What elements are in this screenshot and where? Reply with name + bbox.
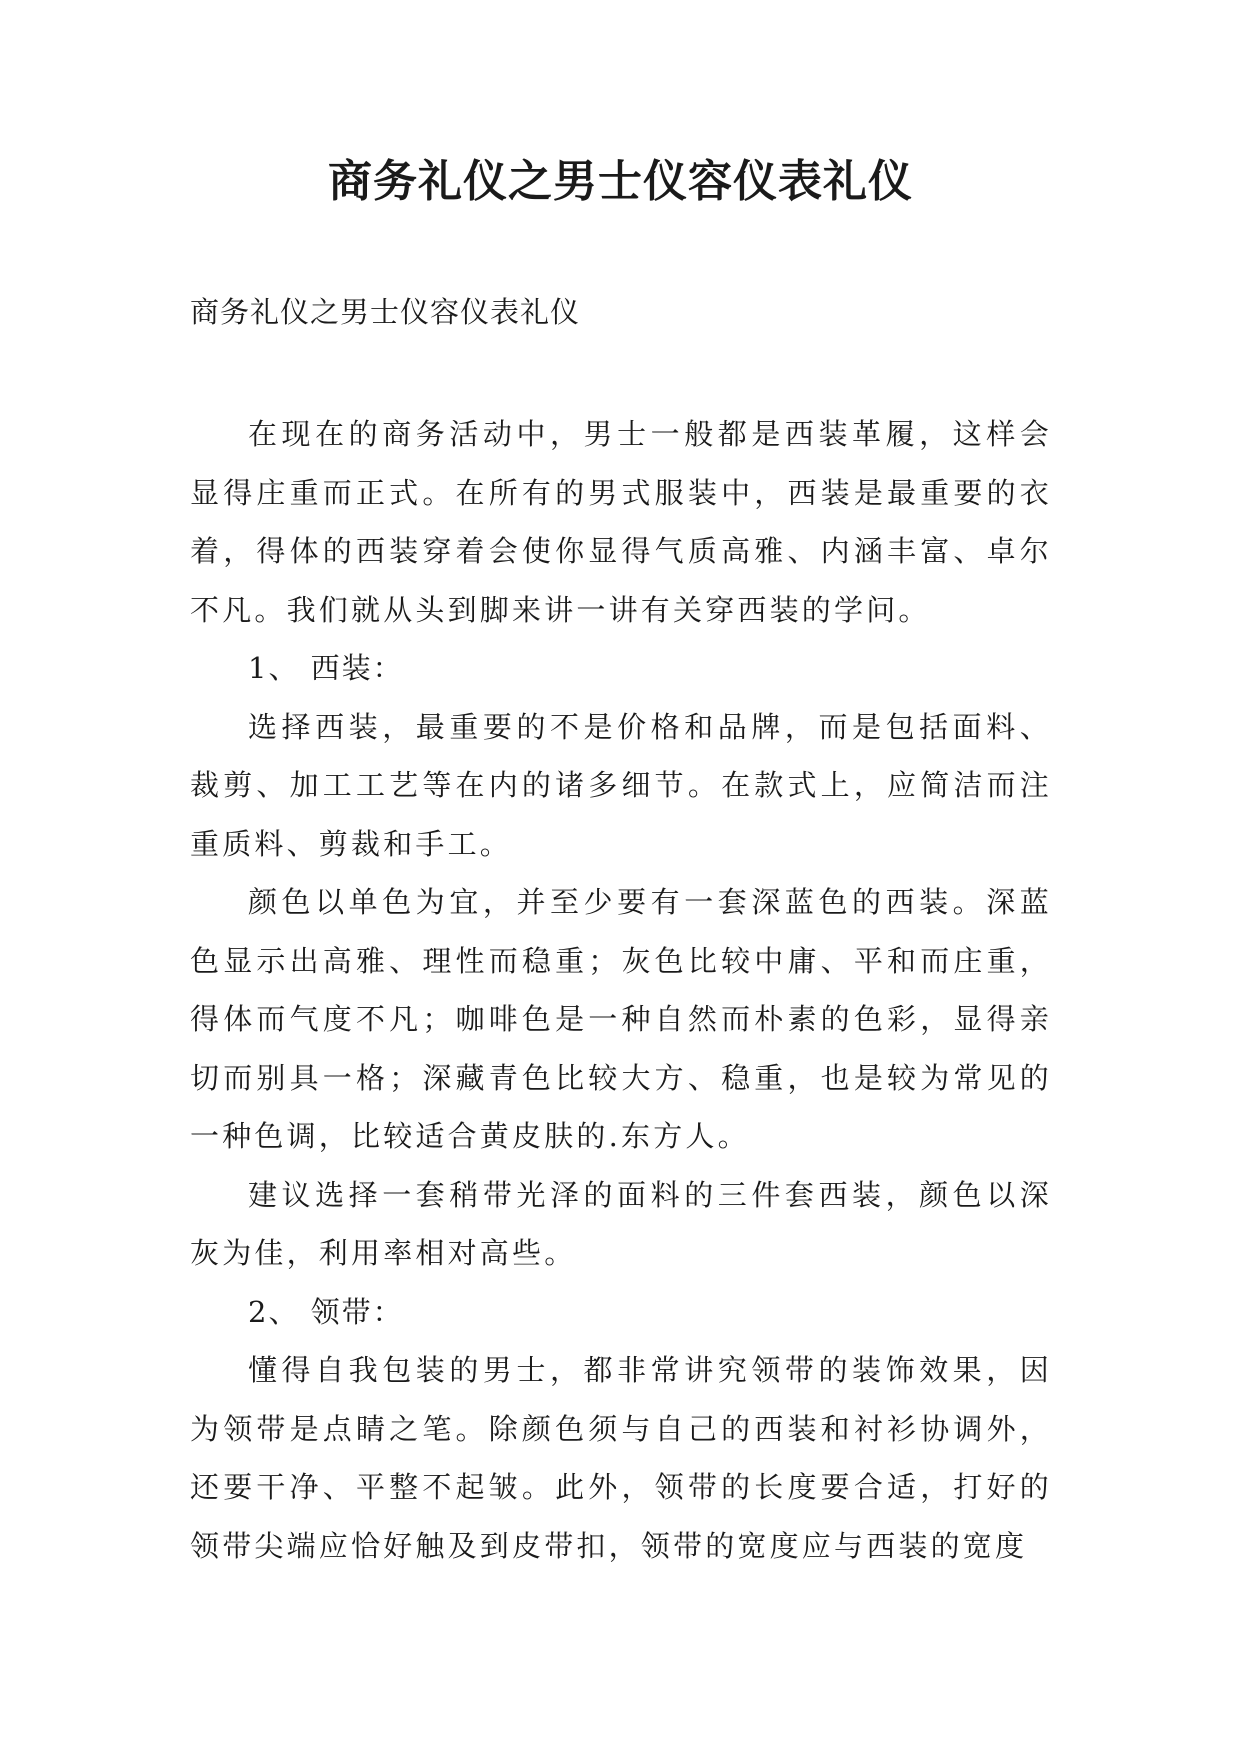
paragraph-suit-recommendation: 建议选择一套稍带光泽的面料的三件套西装，颜色以深灰为佳，利用率相对高些。 (190, 1177, 1052, 1270)
document-body (190, 405, 1052, 1575)
document-title: 商务礼仪之男士仪容仪表礼仪 (328, 156, 913, 207)
paragraph-tie: 懂得自我包装的男士，都非常讲究领带的装饰效果，因为领带是点睛之笔。除颜色须与自己的西装和衬衫协调外，还要干净、平整不起皱。此外，领带的长度要合适，打好的领带尖端应恰好触及到皮带扣，领带的宽度应与西装的宽度 (190, 1353, 1052, 1563)
document-subtitle: 商务礼仪之男士仪容仪表礼仪 (190, 295, 581, 329)
section-heading-tie: 2、 领带： (248, 1294, 404, 1329)
paragraph-suit-color: 颜色以单色为宜，并至少要有一套深蓝色的西装。深蓝色显示出高雅、理性而稳重；灰色比较中庸、平和而庄重，得体而气度不凡；咖啡色是一种自然而朴素的色彩，显得亲切而别具一格；深藏青色比较大方、稳重，也是较为常见的一种色调，比较适合黄皮肤的.东方人。 (190, 885, 1052, 1153)
paragraph-suit-selection: 选择西装，最重要的不是价格和品牌，而是包括面料、裁剪、加工工艺等在内的诸多细节。在款式上，应简洁而注重质料、剪裁和手工。 (190, 709, 1052, 861)
paragraph-intro: 在现在的商务活动中，男士一般都是西装革履，这样会显得庄重而正式。在所有的男式服装中，西装是最重要的衣着，得体的西装穿着会使你显得气质高雅、内涵丰富、卓尔不凡。我们就从头到脚来讲一讲有关穿西装的学问。 (190, 417, 1052, 627)
section-heading-suit: 1、 西装： (248, 651, 404, 685)
